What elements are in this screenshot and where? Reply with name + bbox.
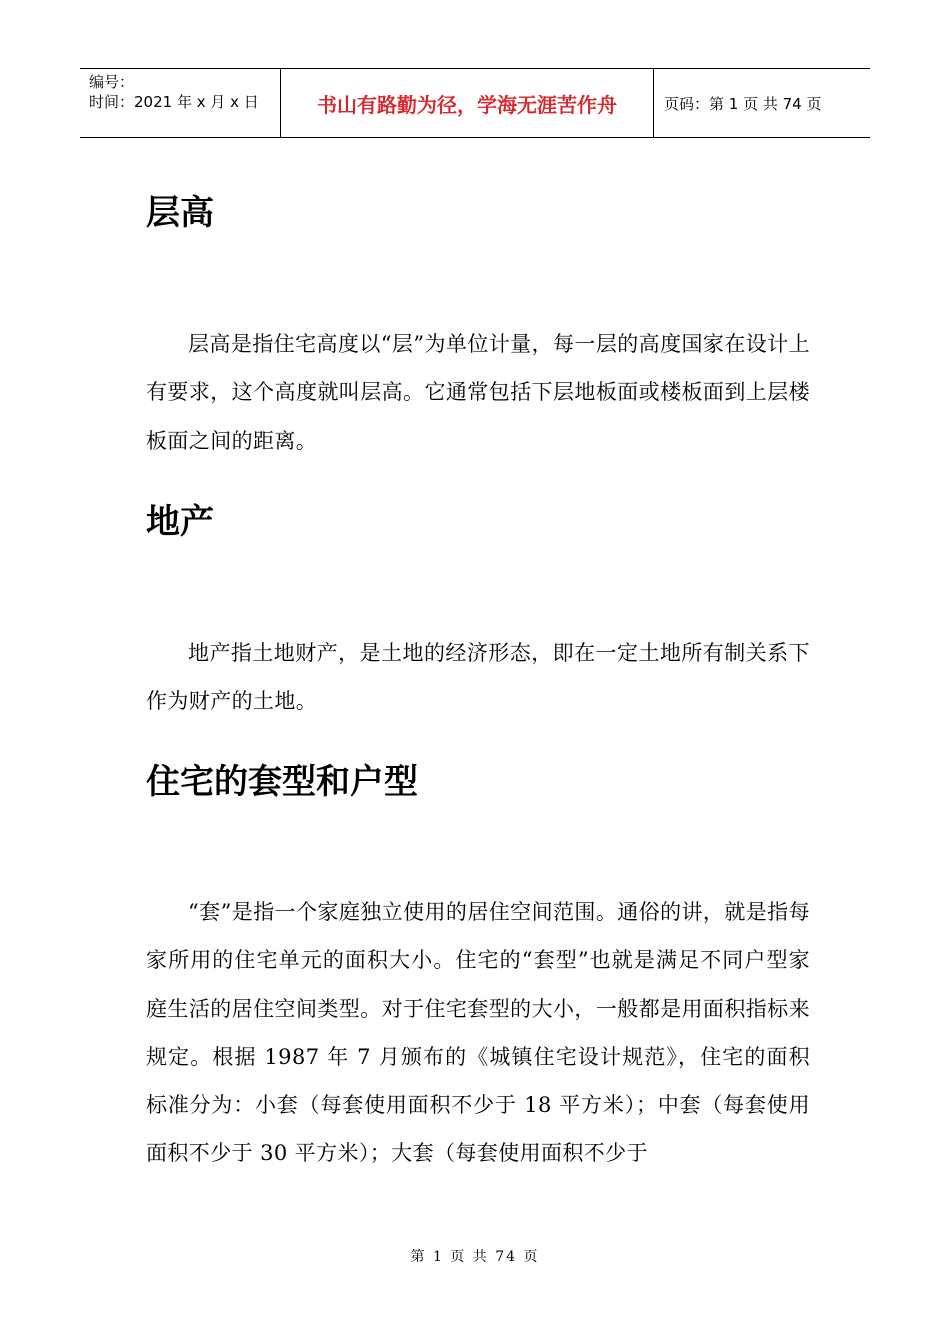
document-date-label: 时间：2021 年 x 月 x 日 [89,93,259,111]
document-number-label: 编号： [89,73,135,91]
header-motto: 书山有路勤为径，学海无涯苦作舟 [281,69,654,137]
section-body-floor-height: 层高是指住宅高度以“层”为单位计量，每一层的高度国家在设计上有要求，这个高度就叫层高。它通常包括下层地板面或楼板面到上层楼板面之间的距离。 [146,332,810,453]
section-heading-floor-height: 层高 [146,193,214,233]
section-heading-housing-types: 住宅的套型和户型 [146,762,418,802]
page-footer: 第 1 页 共 74 页 [410,1249,540,1265]
page-header [80,68,870,138]
section-heading-real-estate: 地产 [146,502,214,542]
section-body-housing-types: “套”是指一个家庭独立使用的居住空间范围。通俗的讲，就是指每家所用的住宅单元的面积大小。住宅的“套型”也就是满足不同户型家庭生活的居住空间类型。对于住宅套型的大小，一般都是用面积指标来规定。根据 1987 年 7 月颁布的《城镇住宅设计规范》，住宅的面积标准分为：小套（每套使用面积不少于 18 平方米）；中套（每套使用面积不少于 30 平方米）；大套（每套使用面积不少于 [146,900,810,1166]
section-body-real-estate: 地产指土地财产，是土地的经济形态，即在一定土地所有制关系下作为财产的土地。 [146,641,810,714]
header-page-info: 页码：第 1 页 共 74 页 [664,94,822,113]
header-meta-cell [80,69,281,137]
